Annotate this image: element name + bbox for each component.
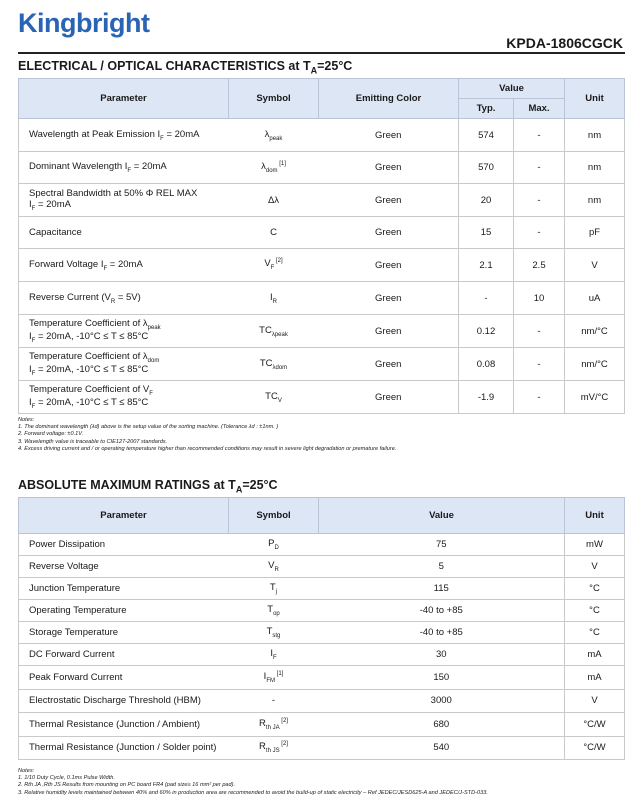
parameter-cell: Spectral Bandwidth at 50% Φ REL MAX $I_F = 20mA$ <box>19 184 229 217</box>
color-cell: Green <box>319 282 459 315</box>
value-cell: 75 <box>319 534 565 556</box>
value-cell: -40 to +85 <box>319 600 565 622</box>
typ-cell: 0.12 <box>459 315 514 348</box>
typ-cell: 2.1 <box>459 249 514 282</box>
note-line: Notes: <box>18 417 35 423</box>
table-row <box>19 600 625 622</box>
table-row <box>19 713 625 737</box>
table-row <box>19 689 625 713</box>
symbol-cell: $V_R$ <box>229 556 319 578</box>
parameter-cell: Temperature Coefficient of $\lambda_{dom}$ $I_F = 20mA$, -10°C ≤ T ≤ 85°C <box>19 348 229 381</box>
color-cell: Green <box>319 249 459 282</box>
unit-cell: nm <box>565 184 625 217</box>
parameter-cell: Temperature Coefficient of $\lambda_{peak}$ $I_F = 20mA$, -10°C ≤ T ≤ 85°C <box>19 315 229 348</box>
unit-cell: V <box>565 249 625 282</box>
parameter-cell: Reverse Current $(V_R = 5V)$ <box>19 282 229 315</box>
note-line: 4. Excess driving current and / or operating temperature higher than recommended conditions may result in severe light degradation or premature failure. <box>18 445 397 452</box>
symbol-cell: $I_R$ <box>229 282 319 315</box>
table-row <box>19 348 625 381</box>
note-line: 3. Wavelength value is traceable to CIE127-2007 standards. <box>18 438 168 445</box>
table-row <box>19 622 625 644</box>
unit-cell: nm/°C <box>565 348 625 381</box>
unit-cell: uA <box>565 282 625 315</box>
symbol-cell: $\lambda_{peak}$ <box>229 119 319 152</box>
col-parameter: Parameter <box>19 79 229 119</box>
parameter-cell: Reverse Voltage <box>19 556 229 578</box>
table-row <box>19 119 625 152</box>
parameter-cell: DC Forward Current <box>19 644 229 666</box>
unit-cell: mV/°C <box>565 381 625 414</box>
max-cell: - <box>514 381 565 414</box>
unit-cell: nm <box>565 152 625 184</box>
color-cell: Green <box>319 217 459 249</box>
symbol-cell: $T_{op}$ <box>229 600 319 622</box>
symbol-cell: $T_{stg}$ <box>229 622 319 644</box>
table-row <box>19 534 625 556</box>
max-cell: - <box>514 152 565 184</box>
value-cell: -40 to +85 <box>319 622 565 644</box>
col-emitting-color: Emitting Color <box>319 79 459 119</box>
col-unit: Unit <box>565 79 625 119</box>
typ-cell: - <box>459 282 514 315</box>
table-row <box>19 282 625 315</box>
electrical-section-title: ELECTRICAL / OPTICAL CHARACTERISTICS at $T_A=25^\circ C$ <box>18 59 353 76</box>
parameter-cell: Capacitance <box>19 217 229 249</box>
unit-cell: V <box>565 689 625 713</box>
unit-cell: nm/°C <box>565 315 625 348</box>
unit-cell: mA <box>565 644 625 666</box>
abs-col-unit: Unit <box>565 498 625 534</box>
max-cell: - <box>514 315 565 348</box>
parameter-cell: Peak Forward Current <box>19 666 229 690</box>
max-cell: - <box>514 348 565 381</box>
symbol-cell: $TC_V$ <box>229 381 319 414</box>
symbol-cell: $I_{FM}$ [1] <box>229 666 319 690</box>
color-cell: Green <box>319 381 459 414</box>
parameter-cell: Thermal Resistance (Junction / Ambient) <box>19 713 229 737</box>
symbol-cell: $I_F$ <box>229 644 319 666</box>
value-cell: 30 <box>319 644 565 666</box>
part-number: KPDA-1806CGCK <box>506 35 623 51</box>
typ-cell: 15 <box>459 217 514 249</box>
note-line: 3. Relative humidity levels maintained between 40% and 60% in production area are recommended to avoid the build-up of static electricity – Ref JEDEC/JESD625-A and JEDEC/J-STD-033. <box>18 789 488 796</box>
unit-cell: °C <box>565 600 625 622</box>
max-cell: 10 <box>514 282 565 315</box>
symbol-cell: $\lambda_{dom}$ [1] <box>229 152 319 184</box>
symbol-cell: $V_F$ [2] <box>229 249 319 282</box>
table-row <box>19 736 625 760</box>
color-cell: Green <box>319 315 459 348</box>
color-cell: Green <box>319 152 459 184</box>
symbol-cell: $TC_{\lambda peak}$ <box>229 315 319 348</box>
col-typ: Typ. <box>459 99 514 119</box>
unit-cell: °C/W <box>565 713 625 737</box>
parameter-cell: Electrostatic Discharge Threshold (HBM) <box>19 689 229 713</box>
color-cell: Green <box>319 348 459 381</box>
absolute-section-title: ABSOLUTE MAXIMUM RATINGS at $T_A=25^\circ C$ <box>18 478 278 495</box>
table-row <box>19 315 625 348</box>
value-cell: 150 <box>319 666 565 690</box>
table-row <box>19 381 625 414</box>
parameter-cell: Temperature Coefficient of $V_F$ $I_F = 20mA$, -10°C ≤ T ≤ 85°C <box>19 381 229 414</box>
parameter-cell: Wavelength at Peak Emission $I_F = 20mA$ <box>19 119 229 152</box>
max-cell: - <box>514 184 565 217</box>
unit-cell: °C <box>565 622 625 644</box>
absolute-notes <box>18 768 488 797</box>
unit-cell: °C/W <box>565 736 625 760</box>
parameter-cell: Storage Temperature <box>19 622 229 644</box>
unit-cell: mA <box>565 666 625 690</box>
unit-cell: °C <box>565 578 625 600</box>
color-cell: Green <box>319 184 459 217</box>
parameter-cell: Dominant Wavelength $I_F = 20mA$ <box>19 152 229 184</box>
parameter-cell: Junction Temperature <box>19 578 229 600</box>
typ-cell: 570 <box>459 152 514 184</box>
unit-cell: nm <box>565 119 625 152</box>
value-cell: 115 <box>319 578 565 600</box>
absolute-table <box>18 497 625 760</box>
parameter-cell: Thermal Resistance (Junction / Solder point) <box>19 736 229 760</box>
symbol-cell: $T_j$ <box>229 578 319 600</box>
electrical-table <box>18 78 625 414</box>
typ-cell: 0.08 <box>459 348 514 381</box>
table-row <box>19 217 625 249</box>
abs-col-value: Value <box>319 498 565 534</box>
table-row <box>19 184 625 217</box>
note-line: 2. Rth JA ,Rth JS Results from mounting on PC board FR4 (pad size≥ 16 mm² per pad). <box>18 782 236 789</box>
note-line: Notes: <box>18 768 35 774</box>
table-row <box>19 249 625 282</box>
symbol-cell: $P_D$ <box>229 534 319 556</box>
col-max: Max. <box>514 99 565 119</box>
value-cell: 3000 <box>319 689 565 713</box>
note-line: 2. Forward voltage: ±0.1V. <box>18 431 84 438</box>
typ-cell: -1.9 <box>459 381 514 414</box>
unit-cell: V <box>565 556 625 578</box>
col-symbol: Symbol <box>229 79 319 119</box>
symbol-cell: $TC_{\lambda dom}$ <box>229 348 319 381</box>
value-cell: 680 <box>319 713 565 737</box>
symbol-cell: $R_{th JS}$ [2] <box>229 736 319 760</box>
col-value: Value <box>459 79 565 99</box>
table-row <box>19 152 625 184</box>
max-cell: - <box>514 217 565 249</box>
note-line: 1. 1/10 Duty Cycle, 0.1ms Pulse Width. <box>18 775 115 782</box>
brand-logo: Kingbright <box>18 8 150 38</box>
symbol-cell: - <box>229 689 319 713</box>
value-cell: 5 <box>319 556 565 578</box>
unit-cell: mW <box>565 534 625 556</box>
abs-col-parameter: Parameter <box>19 498 229 534</box>
color-cell: Green <box>319 119 459 152</box>
table-row <box>19 666 625 690</box>
typ-cell: 20 <box>459 184 514 217</box>
abs-col-symbol: Symbol <box>229 498 319 534</box>
max-cell: 2.5 <box>514 249 565 282</box>
table-row <box>19 644 625 666</box>
symbol-cell: Δλ <box>229 184 319 217</box>
max-cell: - <box>514 119 565 152</box>
typ-cell: 574 <box>459 119 514 152</box>
electrical-notes <box>18 417 396 453</box>
symbol-cell: $R_{th JA}$ [2] <box>229 713 319 737</box>
unit-cell: pF <box>565 217 625 249</box>
symbol-cell: C <box>229 217 319 249</box>
value-cell: 540 <box>319 736 565 760</box>
header-rule <box>18 52 625 54</box>
table-row <box>19 556 625 578</box>
note-line: 1. The dominant wavelength (λd) above is the setup value of the sorting machine. (Tolerance λd : ±1nm. ) <box>18 424 279 431</box>
table-row <box>19 578 625 600</box>
parameter-cell: Power Dissipation <box>19 534 229 556</box>
parameter-cell: Operating Temperature <box>19 600 229 622</box>
parameter-cell: Forward Voltage $I_F = 20mA$ <box>19 249 229 282</box>
